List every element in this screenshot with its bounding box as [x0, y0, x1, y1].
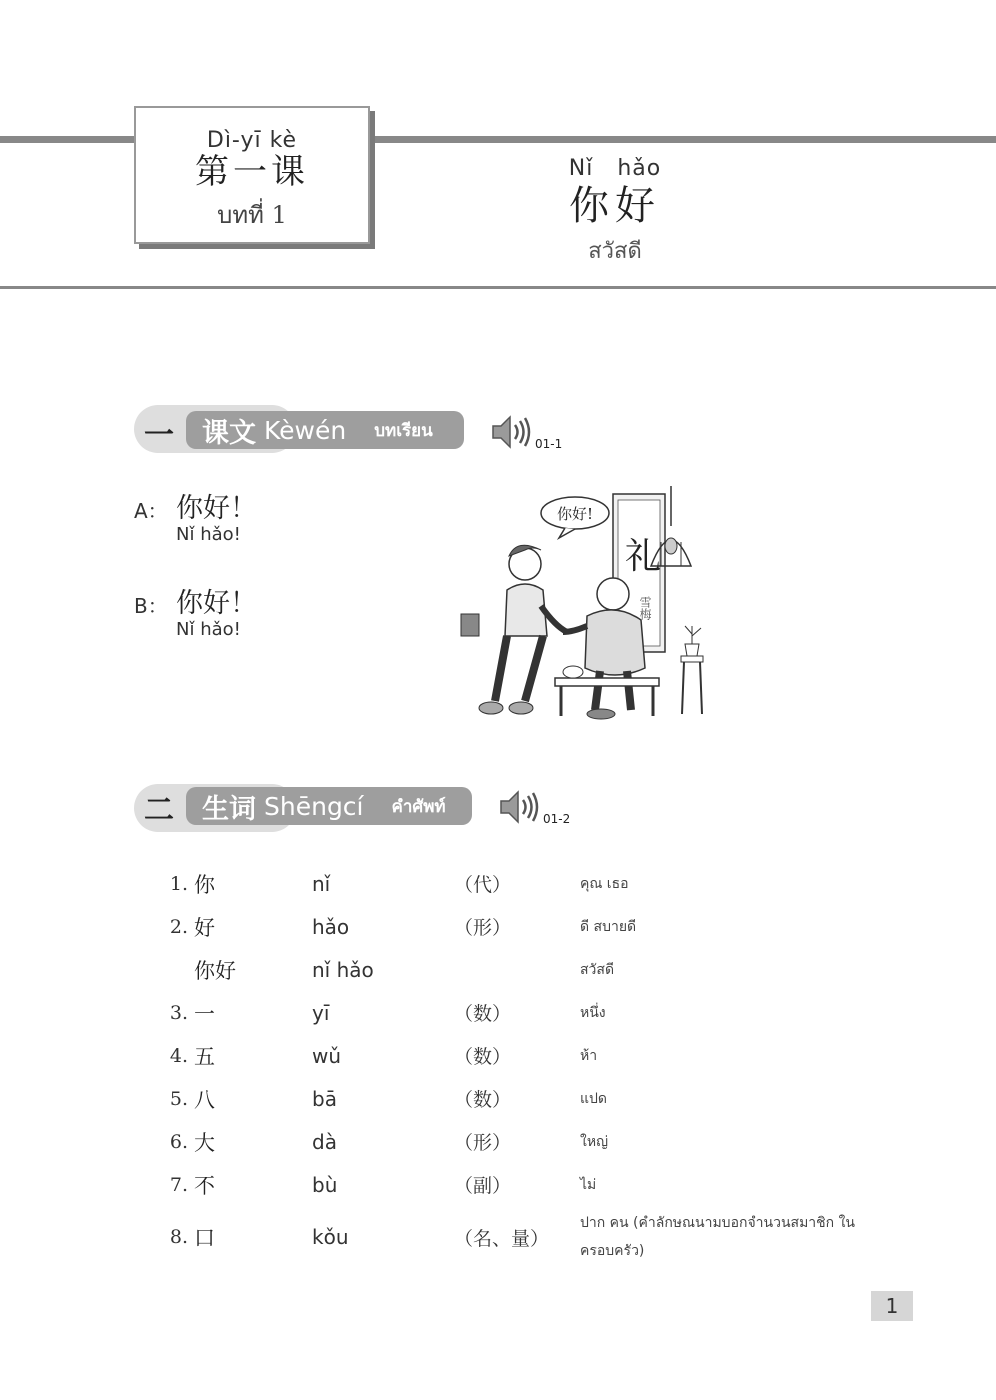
vocab-row [160, 1077, 880, 1120]
vocab-number: 7. [169, 1173, 188, 1196]
title-hanzi: 你好 [569, 183, 661, 229]
speaker-icon[interactable] [490, 412, 534, 452]
lesson-hanzi: 第一课 [195, 152, 309, 192]
vocab-thai-meaning: คุณ เธอ [580, 875, 629, 892]
title-thai: สวัสดี [588, 239, 642, 264]
vocab-part-of-speech: （数） [454, 1089, 512, 1111]
vocab-row [160, 1163, 880, 1206]
header-bottom-rule [0, 286, 996, 289]
scroll-character: 礼 [625, 536, 662, 577]
vocab-hanzi: 一 [194, 1001, 215, 1026]
vocab-pinyin: dà [312, 1129, 337, 1154]
vocab-part-of-speech: （名、量） [454, 1227, 550, 1250]
vocab-hanzi: 大 [194, 1130, 215, 1155]
dialogue-hanzi-a: 你好！ [176, 493, 257, 524]
lesson-thai: บทที่ 1 [217, 201, 287, 229]
vocab-thai-meaning: ปาก คน (คำลักษณนามบอกจำนวนสมาชิก ในครอบครัว) [580, 1215, 855, 1259]
speech-bubble-text: 你好! [557, 505, 594, 523]
dialogue-speaker-a: A： [134, 499, 168, 523]
vocab-pinyin: bā [312, 1086, 337, 1111]
section1-thai: บทเรียน [374, 420, 433, 441]
vocab-number: 5. [169, 1087, 188, 1110]
vocab-row [160, 991, 880, 1034]
section1-pinyin: Kèwén [264, 415, 347, 445]
section2-label [186, 787, 472, 825]
section1-number: 一 [144, 418, 174, 453]
track-number: 01-1 [535, 437, 563, 451]
illustration-svg [455, 486, 715, 728]
vocab-part-of-speech: （数） [454, 1003, 512, 1025]
vocab-number: 3. [169, 1001, 188, 1024]
vocab-number: 6. [169, 1130, 188, 1153]
vocab-pinyin: kǒu [312, 1225, 349, 1249]
vocab-thai-meaning: ใหญ่ [580, 1133, 608, 1150]
vocab-pinyin: wǔ [312, 1043, 342, 1068]
vocab-thai-meaning: แปด [580, 1090, 608, 1107]
vocab-number: 8. [169, 1226, 188, 1248]
lesson-title [500, 156, 730, 268]
vocab-hanzi: 好 [194, 915, 215, 940]
vocab-row [160, 905, 880, 948]
dialogue-pinyin-a: Nǐ hǎo! [176, 524, 241, 545]
section1-label [186, 411, 464, 449]
greeting-illustration [455, 486, 715, 728]
dialogue-pinyin-b: Nǐ hǎo! [176, 619, 241, 640]
lesson-pinyin: Dì-yī kè [206, 128, 298, 153]
vocab-hanzi: 你好 [194, 958, 236, 983]
title-pinyin: Nǐ hǎo [568, 156, 662, 181]
vocab-hanzi: 不 [194, 1173, 215, 1198]
section2-pinyin: Shēngcí [264, 791, 364, 821]
vocab-pinyin: hǎo [312, 914, 350, 939]
vocab-part-of-speech: （形） [454, 1132, 512, 1154]
lesson-number-box [134, 106, 370, 244]
vocab-part-of-speech: （数） [454, 1046, 512, 1068]
section2-thai: คำศัพท์ [391, 796, 446, 817]
vocab-pinyin: nǐ hǎo [312, 957, 374, 982]
vocab-thai-meaning: สวัสดี [580, 961, 615, 978]
vocab-row [160, 1034, 880, 1077]
section1-hanzi: 课文 [202, 417, 256, 449]
vocab-number [160, 948, 192, 991]
dialogue-hanzi-b: 你好！ [176, 588, 257, 619]
vocab-row [160, 862, 880, 905]
vocab-row [160, 1206, 880, 1268]
page-number: 1 [871, 1291, 913, 1321]
vocab-thai-meaning: ไม่ [580, 1176, 597, 1193]
vocab-part-of-speech [454, 948, 580, 991]
scroll-signature: 雪梅 [638, 596, 652, 620]
section2-hanzi: 生词 [202, 793, 256, 825]
vocab-number: 4. [169, 1044, 188, 1067]
vocab-hanzi: 口 [194, 1226, 215, 1250]
vocab-row [160, 1120, 880, 1163]
vocab-thai-meaning: ห้า [580, 1047, 598, 1064]
dialogue-speaker-b: B： [134, 594, 168, 618]
vocab-part-of-speech: （形） [454, 917, 512, 939]
vocab-thai-meaning: หนึ่ง [580, 1004, 606, 1021]
vocab-thai-meaning: ดี สบายดี [580, 918, 637, 935]
vocab-number: 1. [169, 872, 188, 895]
vocab-hanzi: 五 [194, 1044, 215, 1069]
section2-number: 二 [144, 793, 174, 828]
vocab-hanzi: 八 [194, 1087, 215, 1112]
vocab-pinyin: bù [312, 1172, 338, 1197]
vocab-pinyin: nǐ [312, 871, 331, 896]
speaker-icon[interactable] [498, 787, 542, 827]
vocab-pinyin: yī [312, 1000, 330, 1025]
vocab-part-of-speech: （代） [454, 874, 512, 896]
vocab-part-of-speech: （副） [454, 1175, 512, 1197]
vocab-number: 2. [169, 915, 188, 938]
track-number: 01-2 [543, 812, 571, 826]
vocabulary-table [160, 862, 880, 1268]
vocab-row [160, 948, 880, 991]
vocab-hanzi: 你 [194, 872, 215, 897]
